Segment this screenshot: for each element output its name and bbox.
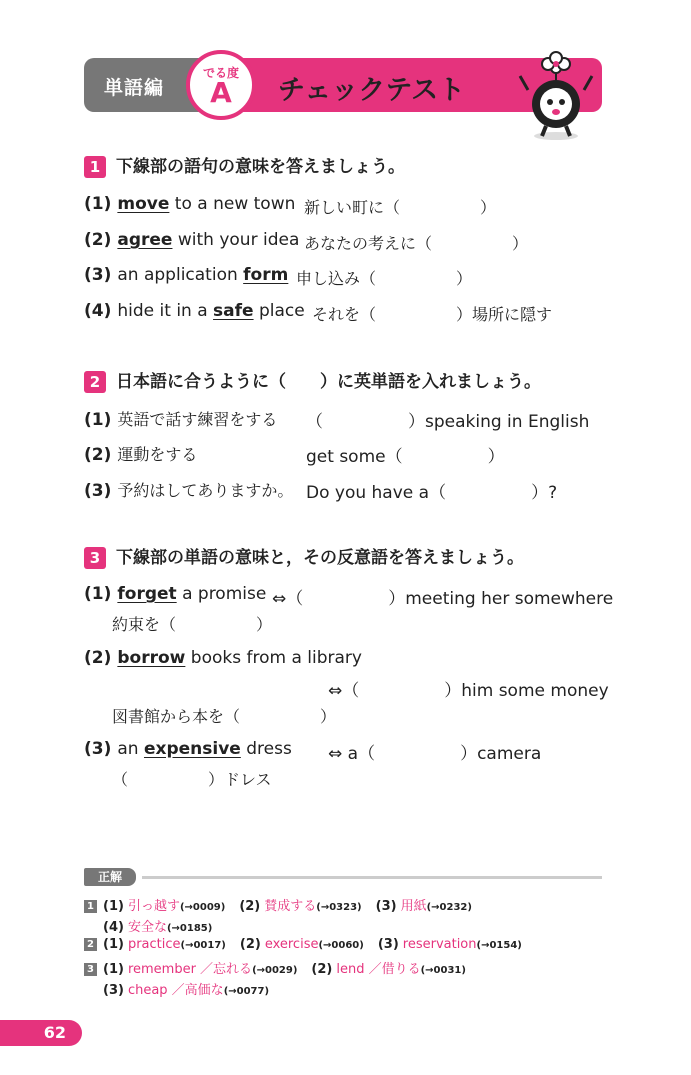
answer-ref: (→0060): [318, 940, 364, 951]
item-label: (3): [84, 739, 112, 759]
underlined-word: forget: [117, 584, 177, 604]
answer-text: cheap ／高価な: [127, 983, 224, 998]
s3-item1-jp: 約束を（ ）: [112, 615, 273, 634]
item-label: (4): [84, 301, 112, 321]
answers-header: [84, 868, 602, 886]
item-label: (2): [84, 445, 112, 465]
item-post: with your idea: [172, 230, 300, 250]
answer-num: (3): [377, 937, 399, 952]
s1-item3: [84, 265, 288, 289]
section2-title-text: 日本語に合うように（ ）に英単語を入れましょう。: [116, 372, 541, 392]
answer-badge: 2: [84, 938, 97, 951]
s3-item3-opposite: ⇔ a（ ）camera: [328, 744, 542, 764]
item-label: (1): [84, 584, 112, 604]
answer-ref: (→0323): [316, 902, 362, 913]
clock-mascot-icon: [512, 50, 600, 142]
item-post: books from a library: [185, 648, 362, 668]
item-label: (2): [84, 648, 112, 668]
item-label: (1): [84, 194, 112, 214]
underlined-word: move: [117, 194, 170, 214]
item-pre: an application: [117, 265, 244, 285]
section3-number: 3: [84, 547, 106, 569]
section3-title-text: 下線部の単語の意味と，その反意語を答えましょう。: [116, 548, 524, 568]
answer-ref: (→0031): [420, 965, 466, 976]
underlined-word: agree: [117, 230, 173, 250]
s1-item2: [84, 230, 299, 254]
s3-item2: [84, 648, 362, 672]
level-badge: [186, 50, 256, 120]
answer-num: (1): [103, 962, 124, 977]
s3-item1-opposite: ⇔（ ）meeting her somewhere: [272, 589, 614, 609]
answer-num: (3): [103, 983, 124, 998]
s3-item1: [84, 584, 266, 608]
answer-ref: (→0232): [426, 902, 472, 913]
answer-num: (2): [311, 962, 333, 977]
s3-item2-opposite: ⇔（ ）him some money: [328, 681, 609, 701]
answer-num: (4): [103, 920, 124, 935]
item-jp: 英語で話す練習をする: [117, 410, 278, 429]
answer-row-1: [84, 895, 486, 914]
answer-row-3b: [103, 979, 283, 998]
answer-badge: 3: [84, 963, 97, 976]
answer-num: (2): [239, 899, 261, 914]
underlined-word: safe: [213, 301, 254, 321]
s2-item1-en: （ ）speaking in English: [306, 412, 590, 432]
item-post: place: [253, 301, 305, 321]
level-label: でる度: [202, 66, 239, 80]
answer-row-3: [84, 958, 480, 977]
answer-text: 安全な: [127, 920, 167, 935]
item-pre: hide it in a: [117, 301, 214, 321]
section2-title: [84, 367, 541, 391]
answer-text: reservation: [402, 937, 477, 952]
answer-num: (1): [103, 937, 124, 952]
answer-text: lend ／借りる: [336, 962, 421, 977]
answer-text: 賛成する: [264, 899, 317, 914]
item-label: (2): [84, 230, 112, 250]
page-number: 62: [43, 1023, 66, 1042]
s1-item3-jp: 申し込み（ ）: [296, 269, 473, 288]
section3-title: [84, 543, 524, 567]
item-label: (1): [84, 410, 112, 430]
answer-text: 用紙: [400, 899, 427, 914]
answer-num: (2): [239, 937, 261, 952]
underlined-word: form: [243, 265, 289, 285]
s2-item3-en: Do you have a（ ）?: [306, 483, 558, 503]
s1-item1-jp: 新しい町に（ ）: [304, 198, 497, 217]
underlined-word: expensive: [143, 739, 241, 759]
answer-ref: (→0185): [166, 923, 213, 934]
section1-title-text: 下線部の語句の意味を答えましょう。: [116, 157, 405, 177]
item-jp: 運動をする: [117, 445, 198, 464]
item-pre: an: [117, 739, 144, 759]
s1-item2-jp: あなたの考えに（ ）: [304, 234, 529, 253]
answer-num: (3): [375, 899, 397, 914]
answer-ref: (→0009): [179, 902, 226, 913]
item-post: a promise: [176, 584, 267, 604]
answer-row-1b: [103, 916, 226, 935]
s2-item2: [84, 442, 197, 466]
answer-ref: (→0029): [252, 965, 298, 976]
item-label: (3): [84, 265, 112, 285]
level-value: A: [210, 76, 232, 109]
s1-item1: [84, 194, 295, 218]
answers-tag: 正解: [84, 868, 136, 886]
s3-item3: [84, 739, 292, 763]
item-post: dress: [240, 739, 292, 759]
underlined-word: borrow: [117, 648, 186, 668]
item-post: to a new town: [169, 194, 296, 214]
s1-item4: [84, 301, 305, 325]
answer-text: practice: [127, 937, 181, 952]
page-number-tab: [0, 1020, 82, 1046]
s2-item2-en: get some（ ）: [306, 447, 505, 467]
section1-title: [84, 152, 405, 176]
answer-num: (1): [103, 899, 124, 914]
answer-ref: (→0017): [180, 940, 226, 951]
s2-item1: [84, 407, 277, 431]
s1-item4-jp: それを（ ）場所に隠す: [312, 305, 553, 324]
page-title: チェックテスト: [278, 75, 466, 106]
item-label: (3): [84, 481, 112, 501]
answers-divider: [142, 876, 602, 879]
section2-number: 2: [84, 371, 106, 393]
answer-badge: 1: [84, 900, 97, 913]
answer-ref: (→0077): [223, 986, 270, 997]
answer-ref: (→0154): [476, 940, 522, 951]
category-label: 単語編: [104, 77, 165, 99]
s3-item2-jp: 図書館から本を（ ）: [112, 707, 337, 726]
answer-text: 引っ越す: [127, 899, 180, 914]
answer-text: remember ／忘れる: [127, 962, 253, 977]
answer-row-2: [84, 937, 536, 952]
s3-item3-jp: （ ）ドレス: [112, 770, 272, 789]
section1-number: 1: [84, 156, 106, 178]
item-jp: 予約はしてありますか。: [117, 481, 294, 500]
s2-item3: [84, 478, 293, 502]
answer-text: exercise: [264, 937, 319, 952]
